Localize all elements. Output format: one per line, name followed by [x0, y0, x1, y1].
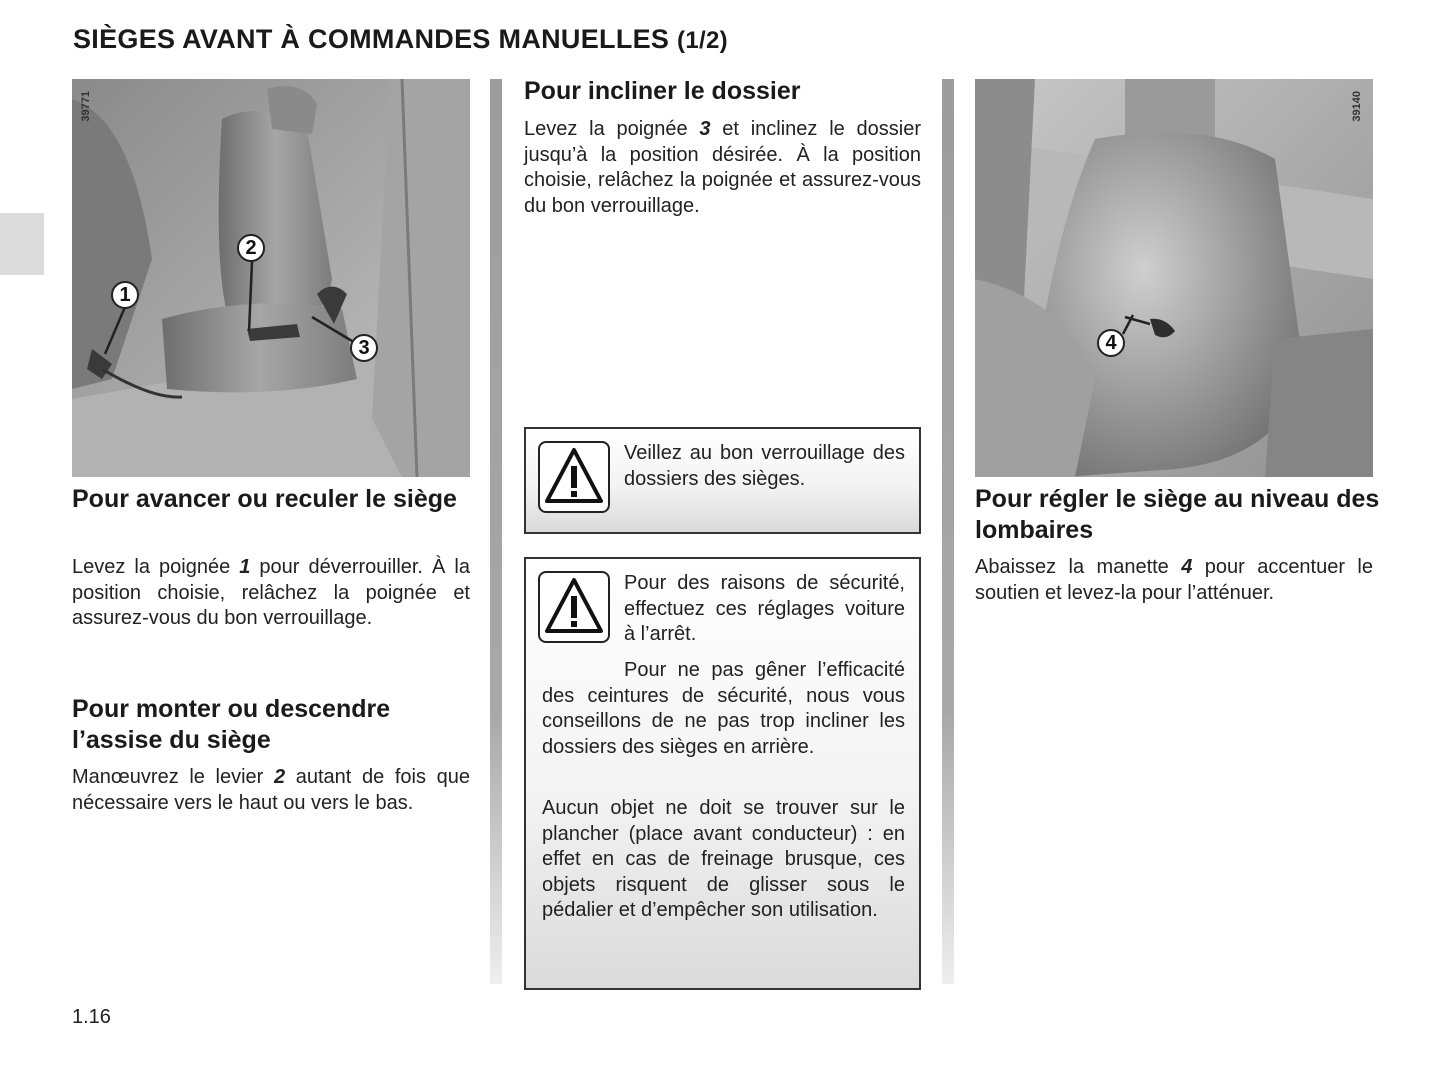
front-seat-photo — [72, 79, 470, 477]
callout-3: 3 — [350, 334, 378, 362]
lock-warning-box — [524, 427, 921, 534]
safety-warning-box — [524, 557, 921, 990]
column-separator-right — [942, 79, 954, 984]
page-title — [73, 24, 728, 55]
recline-text: Levez la poignée 3 et inclinez le dossier jusqu’à la position désirée. À la position choisie, relâchez la poignée et assurez-vous du bon verrouillage. — [524, 118, 921, 217]
lumbar-heading: Pour régler le siège au niveau des lombaires — [975, 485, 1380, 544]
page-title-text: SIÈGES AVANT À COMMANDES MANUELLES — [73, 24, 670, 54]
page-title-part: (1/2) — [677, 27, 728, 54]
advance-seat-text: Levez la poignée 1 pour déverrouiller. À la position choisie, relâchez la poignée et assurez-vous du bon verrouillage. — [72, 556, 470, 629]
page-number: 1.16 — [72, 1006, 111, 1028]
figure-code: 39140 — [1351, 91, 1363, 122]
figure-code: 39771 — [80, 91, 92, 122]
seat-back-photo — [975, 79, 1373, 477]
front-seat-illustration — [72, 79, 470, 477]
warning-triangle-icon — [538, 441, 610, 513]
recline-heading: Pour incliner le dossier — [524, 77, 801, 105]
advance-seat-heading: Pour avancer ou reculer le siège — [72, 485, 457, 513]
section-tab-marker — [0, 213, 44, 275]
raise-seat-text: Manœuvrez le levier 2 autant de fois que nécessaire vers le haut ou vers le bas. — [72, 766, 470, 814]
callout-4: 4 — [1097, 329, 1125, 357]
safety-warning-text-1: Pour des raisons de sécurité, effectuez ces réglages voiture à l’arrêt. — [624, 572, 905, 645]
lumbar-text: Abaissez la manette 4 pour accentuer le soutien et levez-la pour l’atténuer. — [975, 556, 1373, 604]
lock-warning-text: Veillez au bon verrouillage des dossiers des sièges. — [624, 442, 905, 490]
seat-back-illustration — [975, 79, 1373, 477]
column-separator-left — [490, 79, 502, 984]
warning-triangle-icon — [538, 571, 610, 643]
safety-warning-text-2: Pour ne pas gêner l’efficacité des ceintures de sécurité, nous vous conseillons de ne pas trop incliner les dossiers des sièges en arrière. — [542, 659, 905, 758]
safety-warning-text-3: Aucun objet ne doit se trouver sur le plancher (place avant conducteur) : en effet en cas de freinage brusque, ces objets risquent de glisser sous le pédalier et d’empêcher son utilisation. — [542, 797, 905, 921]
callout-2: 2 — [237, 234, 265, 262]
raise-seat-heading: Pour monter ou descendre l’assise du siège — [72, 695, 391, 754]
callout-1: 1 — [111, 281, 139, 309]
